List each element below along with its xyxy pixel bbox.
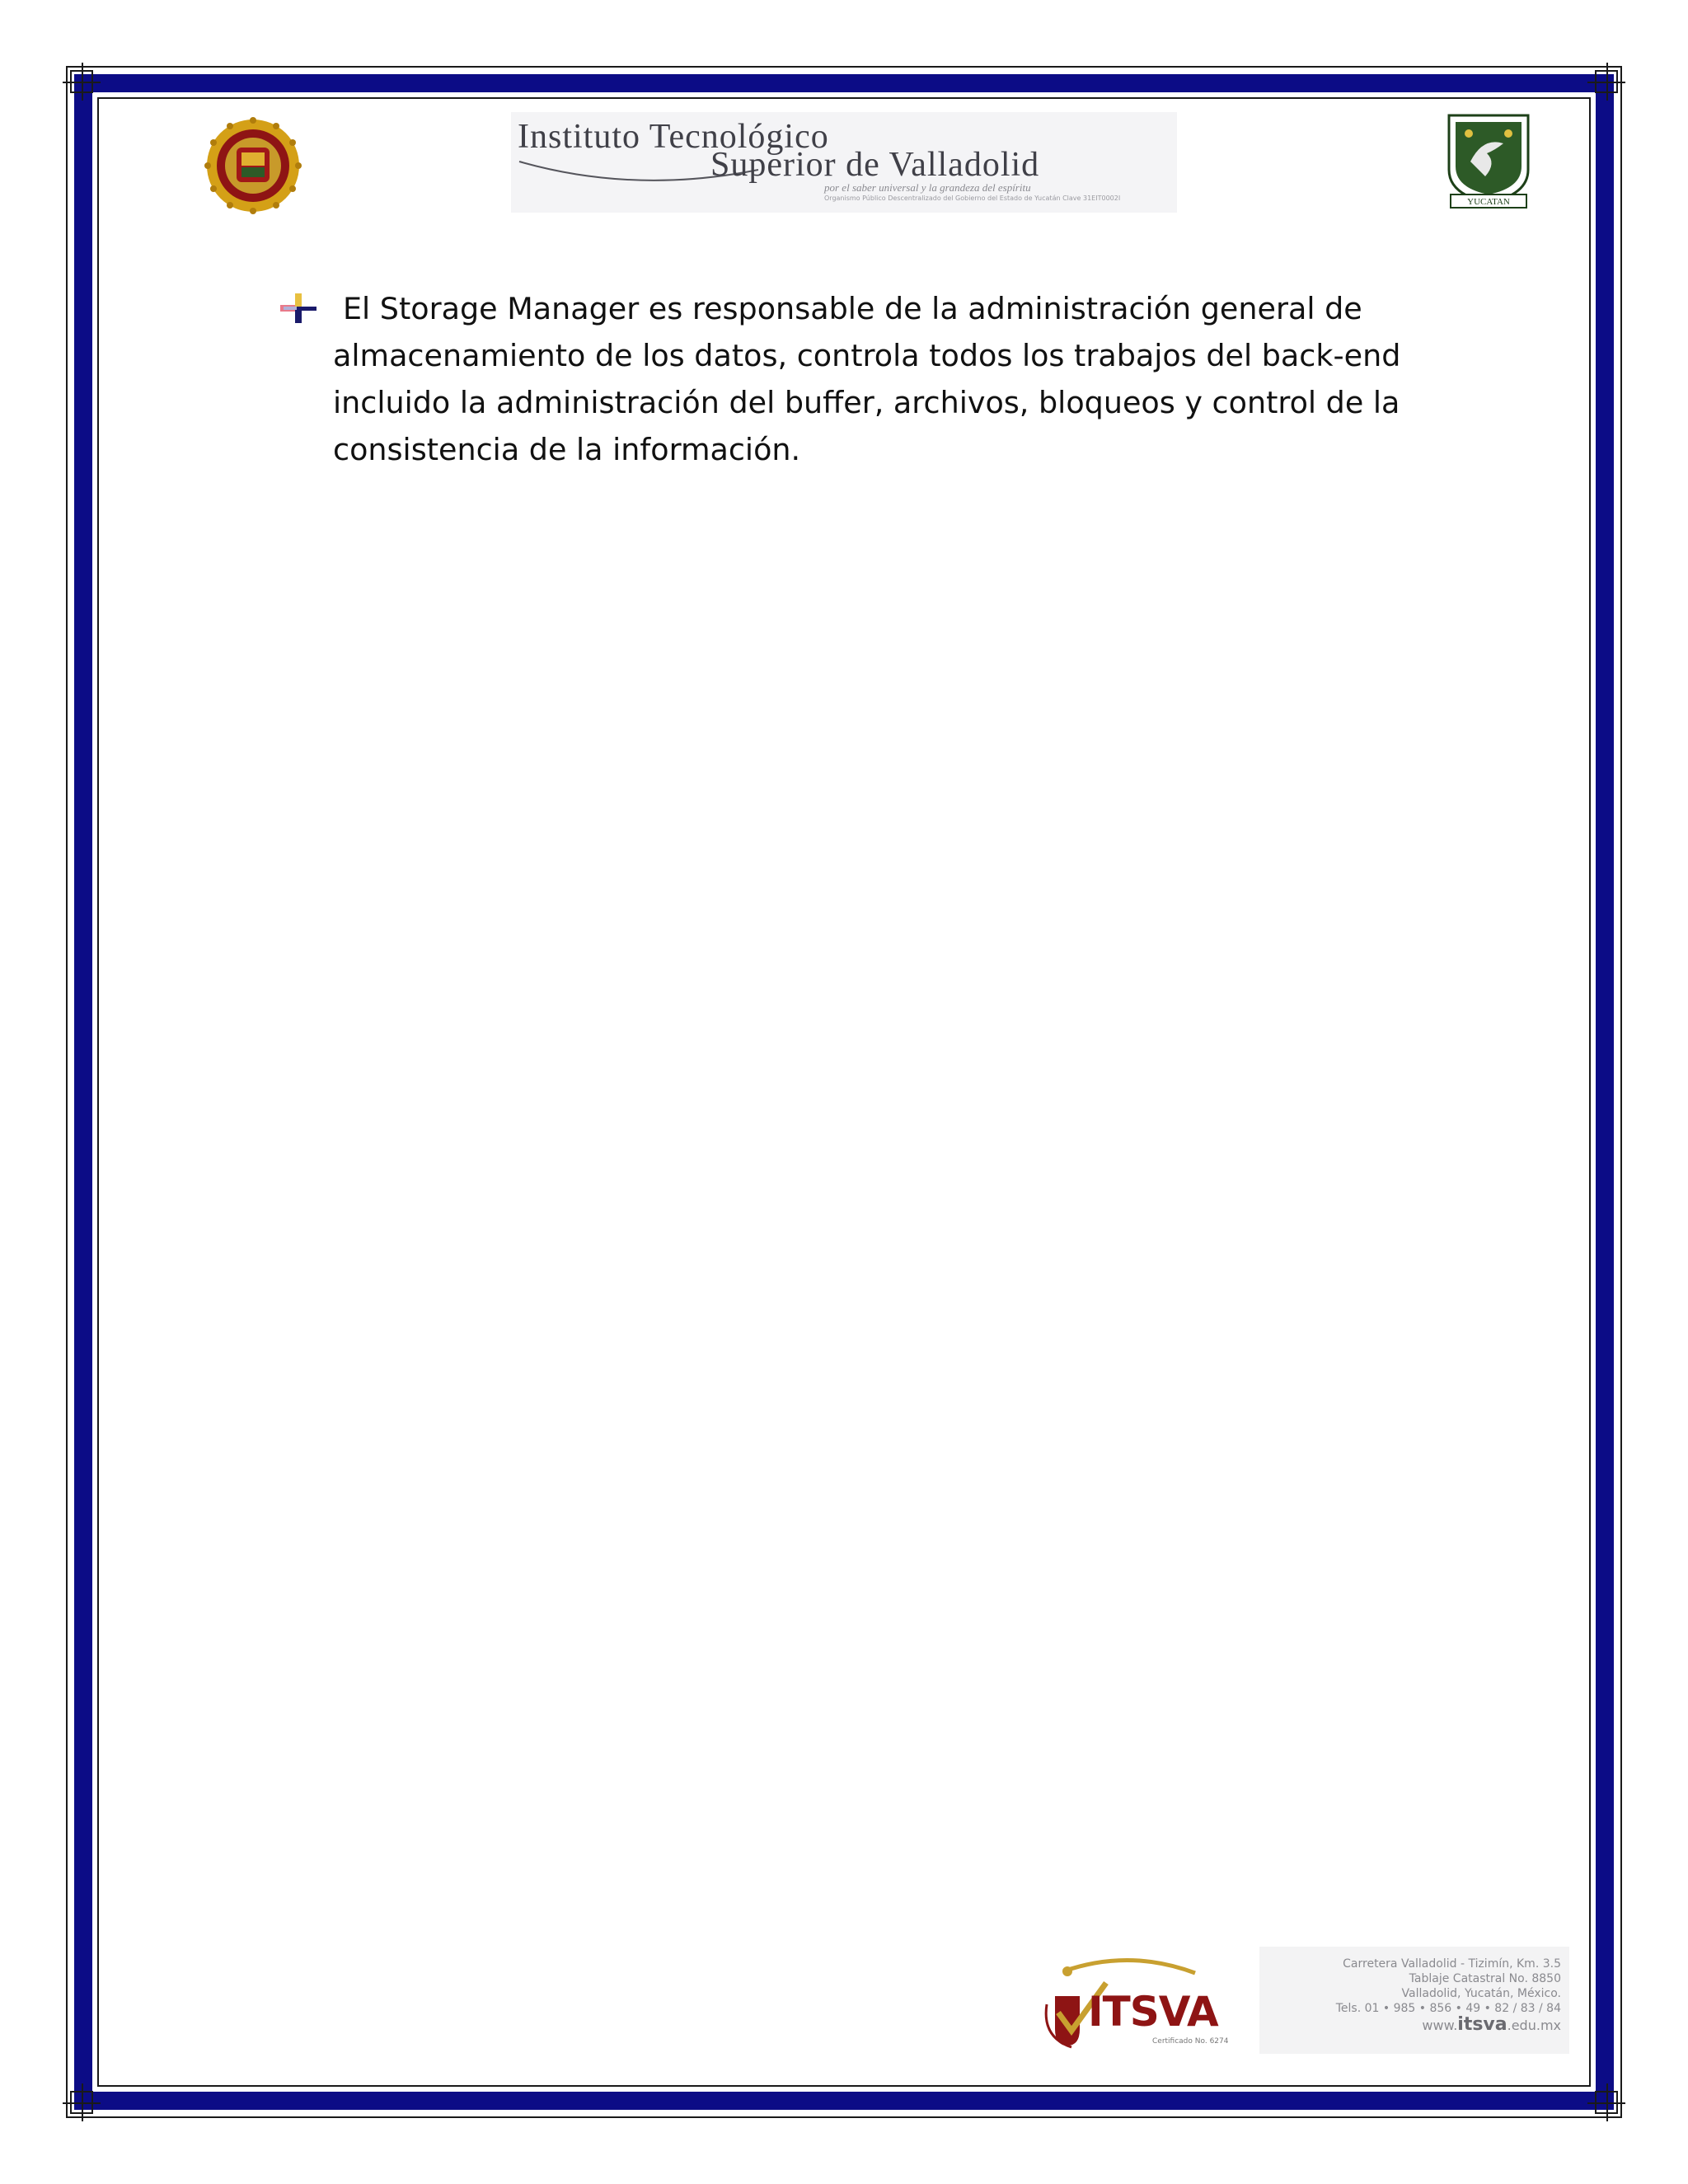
address-line: Carretera Valladolid - Tizimín, Km. 3.5 <box>1343 1957 1561 1971</box>
institute-name-banner <box>511 112 1177 213</box>
website-prefix: www. <box>1422 2018 1458 2033</box>
storage-manager-paragraph: El Storage Manager es responsable de la administración general de almacenamiento de los datos, controla todos los trabajos del back-end incluido la administración del buffer, archivos, bloqueos y control de la consistencia de la información. <box>333 291 1401 467</box>
banner-title-line1: Instituto Tecnológico <box>518 118 829 156</box>
border-corner-ornament <box>1587 2083 1625 2121</box>
website-suffix: .edu.mx <box>1507 2018 1561 2033</box>
bullet-cross-icon <box>280 293 316 323</box>
itsva-logo <box>1030 1955 1253 2059</box>
banner-small-print-line1: Organismo Público Descentralizado del Gobierno del Estado de Yucatán <box>824 194 1061 202</box>
border-corner-ornament <box>1587 63 1625 101</box>
website-brand: itsva <box>1457 2014 1507 2035</box>
certificate-number: Certificado No. 6274 <box>1152 2037 1229 2046</box>
address-line: Valladolid, Yucatán, México. <box>1401 1987 1561 2000</box>
address-line: Tels. 01 • 985 • 856 • 49 • 82 / 83 / 84 <box>1335 2002 1561 2015</box>
itsva-logo-text: ITSVA <box>1088 1988 1218 2036</box>
website-link[interactable] <box>1259 2016 1561 2035</box>
banner-small-print-line2: Clave 31EIT0002I <box>1062 194 1121 202</box>
banner-motto: por el saber universal y la grandeza del espíritu <box>824 181 1031 194</box>
institution-seal-left <box>188 117 318 214</box>
banner-title-line2: Superior de Valladolid <box>710 146 1040 184</box>
border-corner-ornament <box>63 63 101 101</box>
address-line: Tablaje Catastral No. 8850 <box>1409 1972 1561 1985</box>
banner-small-print <box>824 194 1120 202</box>
state-seal-label: YUCATAN <box>1467 197 1510 207</box>
border-corner-ornament <box>63 2083 101 2121</box>
institute-address <box>1259 1947 1569 2054</box>
state-seal-right <box>1437 112 1540 209</box>
